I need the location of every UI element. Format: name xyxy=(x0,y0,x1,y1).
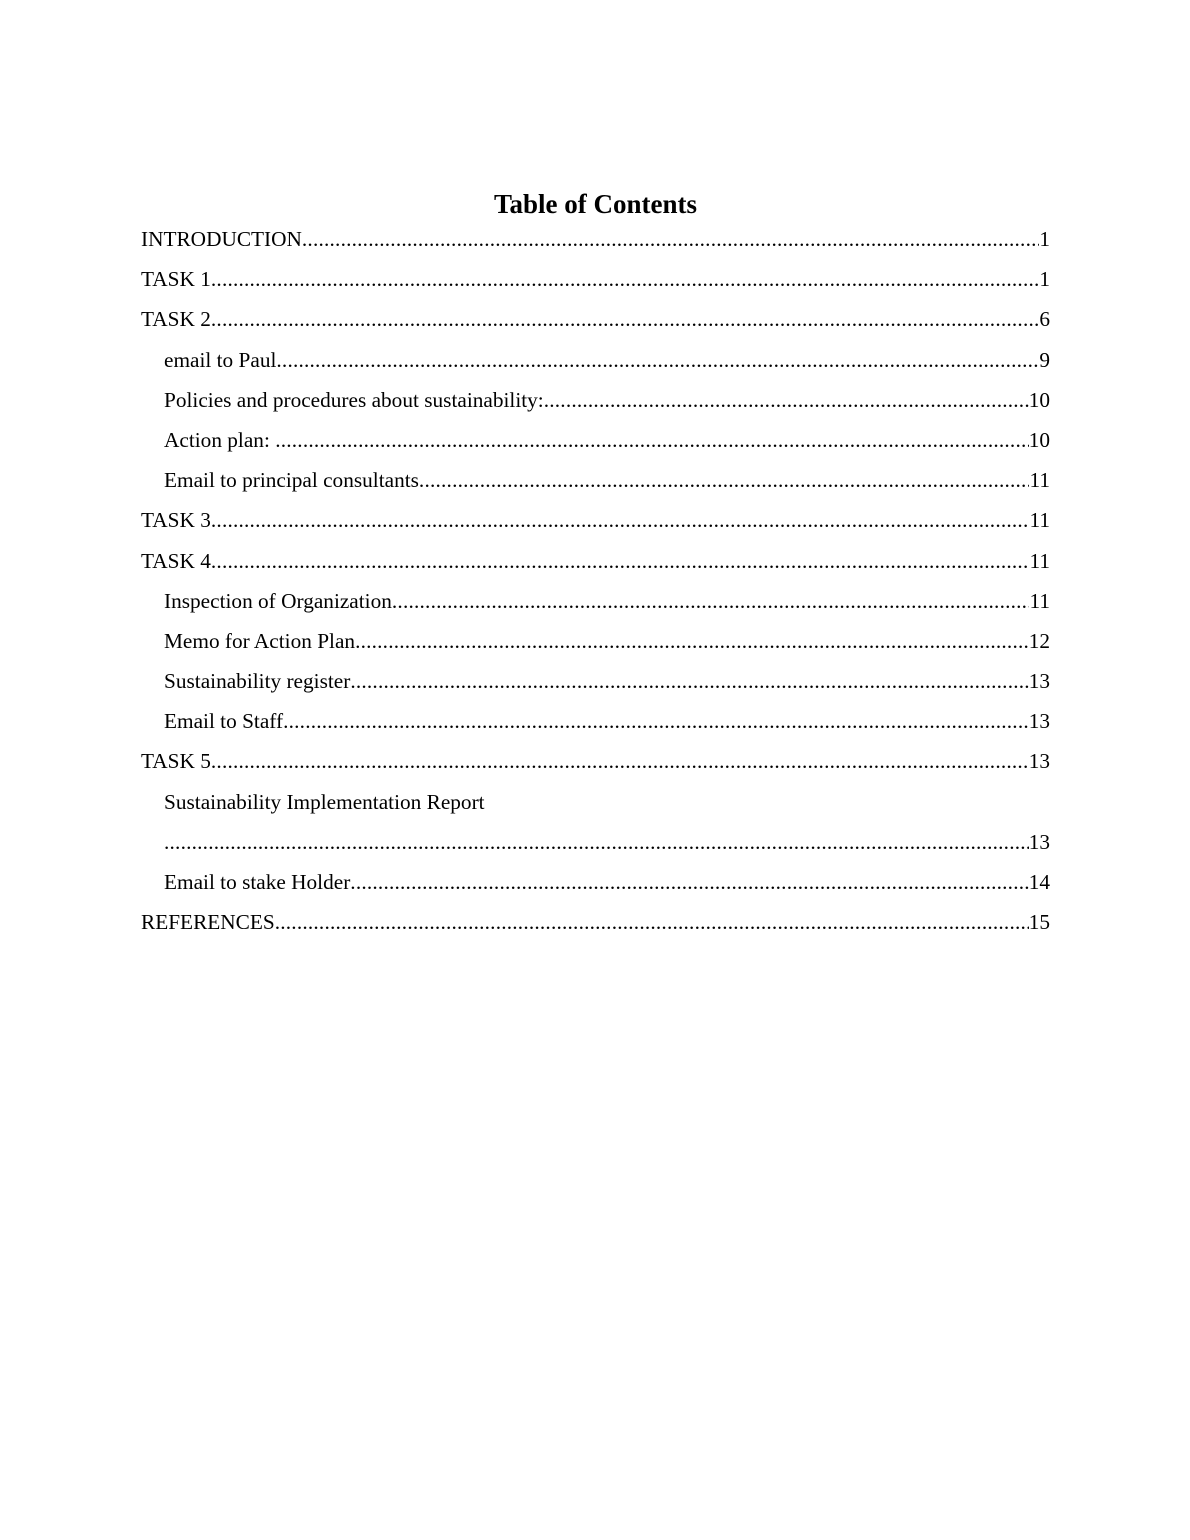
toc-entry-implementation-report-continued[interactable] xyxy=(141,822,1050,862)
toc-entry-implementation-report[interactable] xyxy=(141,782,1050,822)
toc-entry-label: TASK 1 xyxy=(141,267,211,292)
toc-entry-introduction[interactable] xyxy=(141,219,1050,259)
toc-entry-email-to-staff[interactable] xyxy=(141,701,1050,741)
toc-entry-page: 9 xyxy=(1039,347,1050,372)
toc-leader-dots xyxy=(350,661,1028,701)
toc-leader-dots xyxy=(275,902,1029,942)
toc-entry-memo-action-plan[interactable] xyxy=(141,621,1050,661)
toc-entry-page: 13 xyxy=(1028,669,1050,694)
toc-entry-label: Sustainability Implementation Report xyxy=(164,789,485,814)
toc-leader-dots xyxy=(355,621,1029,661)
toc-entry-page: 15 xyxy=(1028,910,1050,935)
toc-entry-label: Sustainability register xyxy=(164,669,351,694)
toc-leader-dots xyxy=(392,581,1030,621)
toc-leader-dots xyxy=(283,701,1029,741)
toc-leader-dots xyxy=(419,460,1030,500)
toc-entry-label: Email to principal consultants xyxy=(164,468,419,493)
toc-entry-label: Memo for Action Plan xyxy=(164,628,356,653)
toc-leader-dots xyxy=(350,862,1028,902)
toc-entry-page: 11 xyxy=(1029,548,1050,573)
toc-entry-label: Policies and procedures about sustainability: xyxy=(164,387,544,412)
toc-entry-page: 1 xyxy=(1039,227,1050,251)
toc-entry-label: TASK 5 xyxy=(141,749,211,774)
toc-entry-label: Action plan: xyxy=(164,427,276,452)
toc-leader-dots xyxy=(211,541,1030,581)
toc-entry-task-4[interactable] xyxy=(141,541,1050,581)
toc-entry-action-plan[interactable] xyxy=(141,420,1050,460)
toc-leader-dots xyxy=(544,380,1029,420)
toc-leader-dots xyxy=(211,741,1029,781)
toc-entry-label: Email to stake Holder xyxy=(164,870,351,894)
toc-entry-email-stake-holder[interactable] xyxy=(141,862,1050,902)
toc-entry-page: 13 xyxy=(1028,709,1050,734)
toc-entry-label: TASK 4 xyxy=(141,548,211,573)
toc-entry-label: REFERENCES xyxy=(141,910,275,935)
toc-leader-dots xyxy=(211,500,1030,540)
toc-entry-page: 11 xyxy=(1029,508,1050,533)
toc-entry-email-to-paul[interactable] xyxy=(141,340,1050,380)
toc-list xyxy=(141,219,1050,942)
toc-entry-page: 11 xyxy=(1029,588,1050,613)
toc-entry-label: Inspection of Organization xyxy=(164,588,392,613)
toc-entry-references[interactable] xyxy=(141,902,1050,942)
toc-entry-page: 14 xyxy=(1028,870,1050,894)
toc-entry-task-1[interactable] xyxy=(141,259,1050,299)
toc-leader-dots xyxy=(211,299,1039,339)
document-page xyxy=(141,186,1050,942)
toc-entry-label: Email to Staff xyxy=(164,709,284,734)
toc-leader-dots xyxy=(302,219,1039,259)
toc-entry-task-2[interactable] xyxy=(141,299,1050,339)
toc-entry-page: 10 xyxy=(1028,427,1050,452)
toc-entry-page: 12 xyxy=(1028,628,1050,653)
toc-entry-page: 10 xyxy=(1028,387,1050,412)
toc-entry-page: 6 xyxy=(1039,307,1050,332)
toc-entry-task-3[interactable] xyxy=(141,500,1050,540)
toc-entry-inspection[interactable] xyxy=(141,581,1050,621)
toc-entry-page: 13 xyxy=(1028,829,1050,854)
toc-entry-page: 11 xyxy=(1029,468,1050,493)
toc-entry-page: 1 xyxy=(1039,267,1050,292)
toc-entry-email-principal-consultants[interactable] xyxy=(141,460,1050,500)
toc-entry-page: 13 xyxy=(1028,749,1050,774)
toc-entry-label: INTRODUCTION xyxy=(141,227,302,251)
toc-entry-policies[interactable] xyxy=(141,380,1050,420)
toc-leader-dots xyxy=(211,259,1039,299)
toc-leader-dots xyxy=(276,340,1039,380)
toc-entry-label: TASK 2 xyxy=(141,307,211,332)
toc-title: Table of Contents xyxy=(493,189,698,219)
toc-entry-label: email to Paul xyxy=(164,347,277,372)
toc-entry-label: TASK 3 xyxy=(141,508,211,533)
toc-entry-sustainability-register[interactable] xyxy=(141,661,1050,701)
toc-leader-dots xyxy=(164,822,1029,862)
toc-leader-dots xyxy=(275,420,1029,460)
toc-entry-task-5[interactable] xyxy=(141,741,1050,781)
